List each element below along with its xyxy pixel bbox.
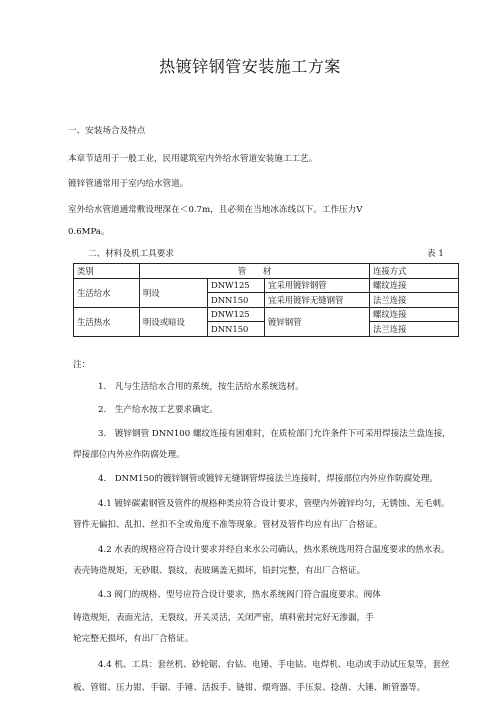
document-title: 热镀锌钢管安装施工方案	[159, 57, 341, 76]
note-item: 2. 生产给水按工艺要求确定。	[98, 405, 218, 415]
table-cell: 生活热水	[74, 307, 140, 336]
table-cell: 宜采用镀锌无缝钢管	[265, 293, 370, 308]
table-cell: 螺纹连接	[370, 307, 459, 322]
header-material: 管 材	[140, 264, 370, 279]
note-item: 1. 凡与生活给水合用的系统，按生活给水系统选材。	[98, 382, 304, 392]
table-number: 表 1	[427, 249, 444, 259]
note-item: 板、管钳、压力钳、手锯、手锤、活扳手、链钳、煨弯器、手压泵、捻凿、大锤、断管器等。	[73, 683, 426, 693]
table-cell: 螺纹连接	[370, 278, 459, 293]
table-cell: 镀锌钢管	[265, 307, 370, 336]
note-item: 4. DNM150的镀锌钢管或镀锌无缝钢管焊接法兰连接时，焊接部位内外应作防腐处理。	[98, 474, 439, 484]
table-cell: 法兰连接	[370, 293, 459, 308]
table-cell: 明设	[140, 278, 208, 307]
paragraph: 本章节适用于一般工业，民用建筑室内外给水管道安装施工工艺。	[68, 154, 318, 164]
note-item: 4.2 水表的规格应符合设计要求并经自来水公司确认，热水系统选用符合温度要求的热水表。	[98, 545, 450, 555]
note-item: 焊接部位内外应作防腐处理。	[73, 450, 185, 460]
table-header-row	[74, 264, 459, 279]
table-cell: DNW125	[208, 307, 265, 322]
table-cell: DNN150	[208, 322, 265, 337]
table-cell: DNW125	[208, 278, 265, 293]
table-cell: 法兰连接	[370, 322, 459, 337]
note-item: 4.3 阀门的规格、型号应符合设计要求，热水系统阀门符合温度要求。阀体	[98, 590, 381, 600]
table-cell: DNN150	[208, 293, 265, 308]
table-cell: 宜采用镀锌钢管	[265, 278, 370, 293]
note-item: 管件无偏扣、乱扣、丝扣不全或角度不准等现象。管材及管件均应有出厂合格证。	[73, 520, 383, 530]
table-cell: 明设或暗设	[140, 307, 208, 336]
paragraph: 镀锌管通常用于室内给水管道。	[68, 179, 189, 189]
note-item: 表壳铸造规矩，无砂眼、裂纹，表玻璃盖无损坏，铅封完整，有出厂合格证。	[73, 566, 366, 576]
note-item: 3. 镀锌钢管 DNN100 螺纹连接有困难时，在质检部门允许条件下可采用焊接法兰盘连接，	[98, 429, 451, 439]
paragraph: 0.6MPa。	[68, 227, 110, 237]
materials-table	[73, 263, 459, 337]
section-1-heading: 一、安装场合及特点	[68, 126, 146, 136]
header-category: 类别	[74, 264, 140, 279]
section-2-heading: 二、材料及机工具要求	[88, 249, 174, 259]
notes-label: 注：	[73, 360, 91, 370]
table-row	[74, 307, 459, 322]
note-item: 轮完整无损坏，有出厂合格证。	[73, 634, 194, 644]
table-row	[74, 278, 459, 293]
note-item: 4.4 机、工具：套丝机、砂轮锯、台钻、电锤、手电钻、电焊机、电动或手动试压泵等，套丝	[98, 660, 450, 670]
note-item: 4.1 镀锌碳素钢管及管件的规格种类应符合设计要求，管壁内外镀锌均匀，无锈蚀、无毛刺。	[98, 499, 450, 509]
paragraph: 室外给水管道通常敷设埋深在＜0.7m，且必须在当地冰冻线以下。工作压力Ⅴ	[68, 205, 363, 215]
note-item: 铸造规矩，表面光洁，无裂纹，开关灵活，关闭严密，填料密封完好无渗漏，手	[73, 613, 374, 623]
header-connection: 连接方式	[370, 264, 459, 279]
table-cell: 生活给水	[74, 278, 140, 307]
